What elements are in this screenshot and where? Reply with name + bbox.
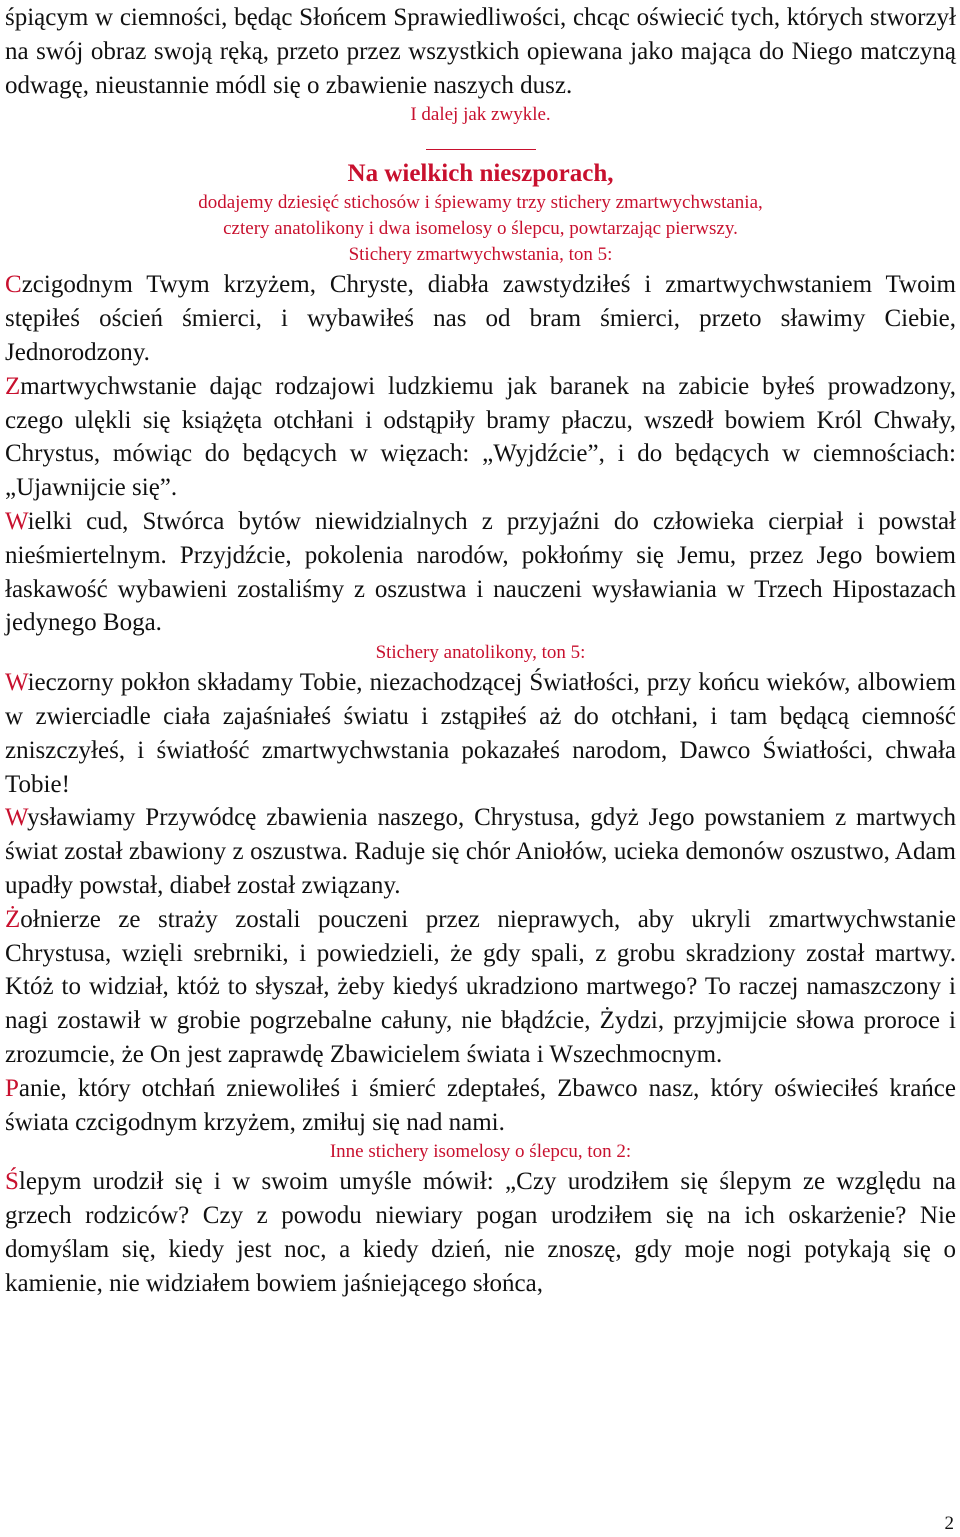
vespers-instruction-line-2: cztery anatolikony i dwa isomelosy o ślepcu, powtarzając pierwszy.	[223, 218, 738, 240]
drop-initial: W	[5, 507, 28, 535]
page-number: 2	[944, 1513, 954, 1534]
hymn-text: lepym urodził się i w swoim umyśle mówił: „Czy urodziłem się ślepym ze względu na grzech rodziców? Czy z powodu niewiary pogan urodziłem się na ich oskarżenie? Nie domyślam się, kiedy jest noc, a kiedy dzień, nie znoszę, gdy moje nogi potykają się o kamienie, nie widziałem bowiem jaśniejącego słońca,	[5, 1168, 956, 1297]
rubric-divider	[426, 149, 536, 150]
drop-initial: Ś	[5, 1168, 19, 1196]
document-page	[5, 0, 956, 1301]
drop-initial: C	[5, 271, 22, 299]
hymn-paragraph	[5, 1072, 956, 1140]
drop-initial: W	[5, 669, 28, 697]
vespers-instruction-line-1: dodajemy dziesięć stichosów i śpiewamy trzy stichery zmartwychwstania,	[198, 192, 763, 214]
hymn-text: ielki cud, Stwórca bytów niewidzialnych z przyjaźni do człowieka cierpiał i powstał nieśmiertelnym. Przyjdźcie, pokolenia narodów, pokłońmy się Jemu, przez Jego bowiem łaskawość wybawieni zostaliśmy z oszustwa i nauczeni wysławiania w Trzech Hipostazach jedynego Boga.	[5, 507, 956, 637]
vespers-heading: Na wielkich nieszporach,	[347, 160, 614, 188]
hymn-text: ieczorny pokłon składamy Tobie, niezachodzącej Światłości, przy końcu wieków, albowiem w zwierciadle ciała zajaśniałeś światu i zstąpiłeś aż do otchłani, i tam będącą ciemność zniszczyłeś, i światłość zmartwychwstania pokazałeś narodom, Dawco Światłości, chwała Tobie!	[5, 669, 956, 798]
hymn-text: ołnierze ze straży zostali pouczeni przez nieprawych, aby ukryli zmartwychwstanie Chrystusa, wzięli srebrniki, i powiedzieli, że gdy spali, z grobu skradziony został martwy. Któż to widział, któż to słyszał, żeby kiedyś ukradziono martwego? To raczej namaszczony i nagi zostawił w grobie pogrzebalne całuny, nie błądźcie, Żydzi, przyjmijcie słowa proroce i zrozumcie, że On jest zaprawdę Zbawicielem świata i Wszechmocnym.	[5, 905, 956, 1068]
hymn-paragraph	[5, 1165, 956, 1300]
drop-initial: P	[5, 1074, 19, 1102]
section-title-resurrection: Stichery zmartwychwstania, ton 5:	[348, 244, 613, 266]
drop-initial: Ż	[5, 905, 21, 933]
hymn-text: anie, który otchłań zniewoliłeś i śmierć zdeptałeś, Zbawco nasz, który oświeciłeś krańce świata czcigodnym krzyżem, zmiłuj się nad nami.	[5, 1074, 956, 1136]
hymn-text: zcigodnym Twym krzyżem, Chryste, diabła zawstydziłeś i zmartwychwstaniem Twoim stępiłeś oścień śmierci, i wybawiłeś nas od bram śmierci, przeto sławimy Ciebie, Jednorodzony.	[5, 271, 956, 366]
drop-initial: W	[5, 804, 28, 832]
intro-paragraph: śpiącym w ciemności, będąc Słońcem Sprawiedliwości, chcąc oświecić tych, których stworzył na swój obraz swoją ręką, przeto przez wszystkich opiewana jako mająca do Niego matczyną odwagę, nieustannie módl się o zbawienie naszych dusz.	[5, 4, 956, 99]
hymn-paragraph	[5, 505, 956, 640]
section-title-anatolikony: Stichery anatolikony, ton 5:	[375, 642, 586, 664]
hymn-text: ysławiamy Przywódcę zbawienia naszego, Chrystusa, gdyż Jego powstaniem z martwych świat został zbawiony z oszustwa. Raduje się chór Aniołów, ucieka demonów oszustwo, Adam upadły powstał, diabeł został związany.	[5, 804, 956, 899]
section-title-isomelosy: Inne stichery isomelosy o ślepcu, ton 2:	[329, 1141, 632, 1163]
hymn-text: martwychwstanie dając rodzajowi ludzkiemu jak baranek na zabicie byłeś prowadzony, czego ulękli się książęta otchłani i odstąpiły bramy płaczu, wszedł bowiem Król Chwały, Chrystus, mówiąc do będących w więzach: „Wyjdźcie”, i do będących w ciemnościach: „Ujawnijcie się”.	[5, 372, 956, 502]
hymn-paragraph	[5, 801, 956, 902]
hymn-paragraph	[5, 268, 956, 369]
hymn-paragraph	[5, 666, 956, 801]
hymn-paragraph	[5, 903, 956, 1072]
hymn-paragraph	[5, 370, 956, 505]
drop-initial: Z	[5, 372, 21, 400]
rubric-continue: I dalej jak zwykle.	[410, 104, 551, 126]
